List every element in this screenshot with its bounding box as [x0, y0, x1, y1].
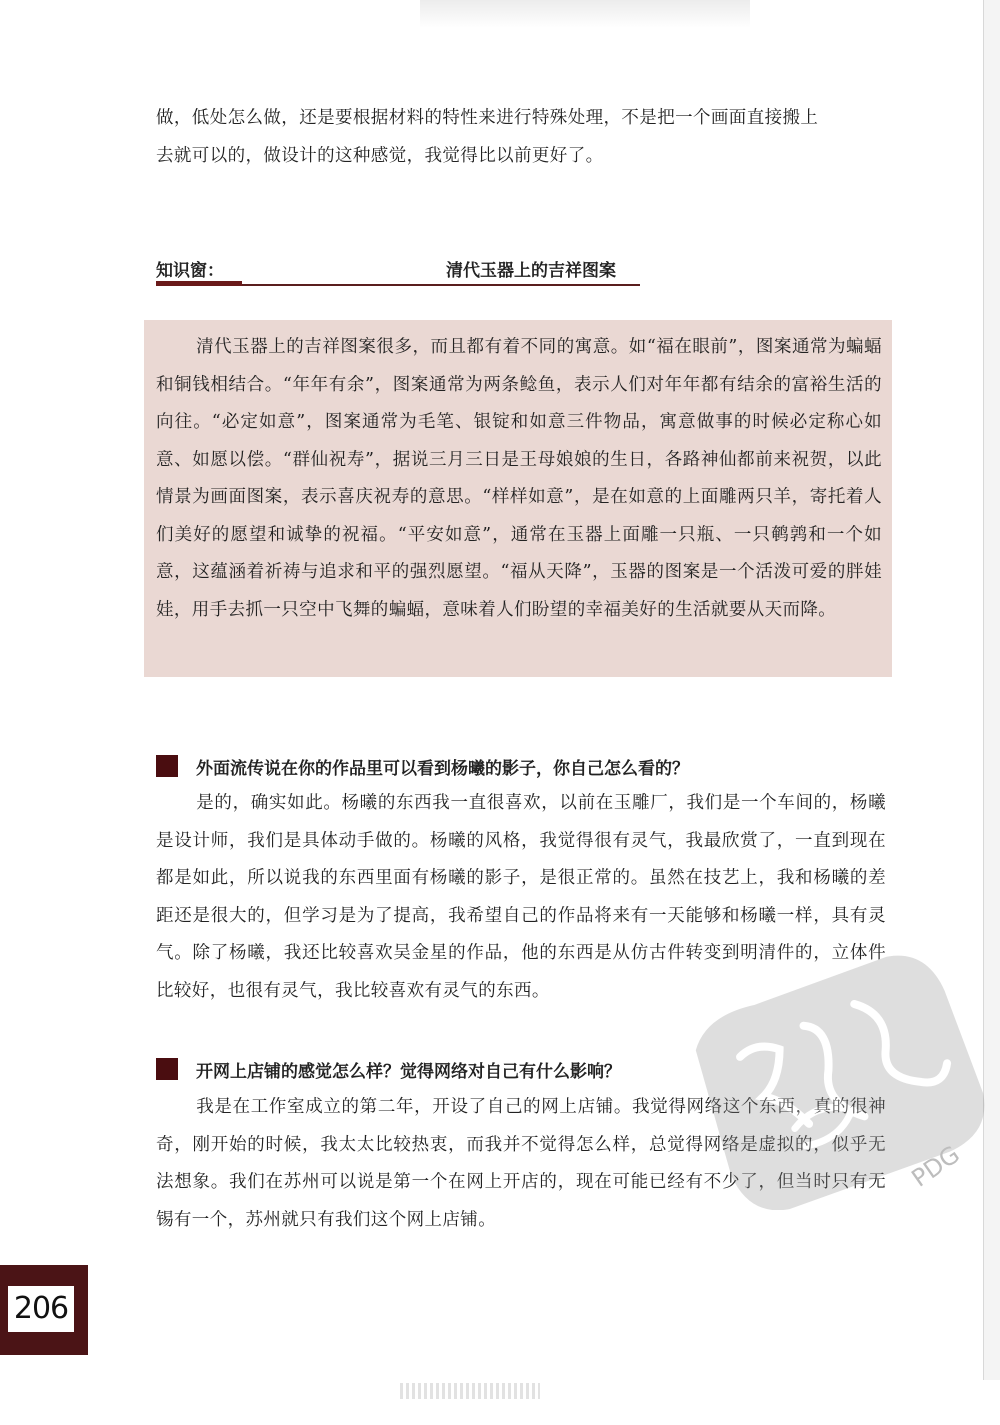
question-1: 外面流传说在你的作品里可以看到杨曦的影子，你自己怎么看的？	[196, 759, 689, 779]
scan-artifact-bottom	[400, 1383, 540, 1399]
knowledge-window-accent-bar	[156, 281, 242, 286]
question-marker-1	[156, 755, 178, 777]
scan-artifact-top	[420, 0, 750, 28]
answer-2-text: 我是在工作室成立的第二年，开设了自己的网上店铺。我觉得网络这个东西，真的很神奇，刚开始的时候，我太太比较热衷，而我并不觉得怎么样，总觉得网络是虚拟的，似乎无法想象。我们在苏州可以说是第一个在网上开店的，现在可能已经有不少了，但当时只有无锡有一个，苏州就只有我们这个网上店铺。	[156, 1097, 886, 1230]
seal-watermark	[670, 940, 990, 1210]
knowledge-window-text: 清代玉器上的吉祥图案很多，而且都有着不同的寓意。如“福在眼前”，图案通常为蝙蝠和铜钱相结合。“年年有余”，图案通常为两条鲶鱼，表示人们对年年都有结余的富裕生活的向往。“必定如意”，图案通常为毛笔、银锭和如意三件物品，寓意做事的时候必定称心如意、如愿以偿。“群仙祝寿”，据说三月三日是王母娘娘的生日，各路神仙都前来祝贺，以此情景为画面图案，表示喜庆祝寿的意思。“样样如意”，是在如意的上面雕两只羊，寄托着人们美好的愿望和诚挚的祝福。“平安如意”，通常在玉器上面雕一只瓶、一只鹌鹑和一个如意，这蕴涵着祈祷与追求和平的强烈愿望。“福从天降”，玉器的图案是一个活泼可爱的胖娃娃，用手去抓一只空中飞舞的蝙蝠，意味着人们盼望的幸福美好的生活就要从天而降。	[156, 337, 882, 620]
watermark-text: PDG	[906, 1140, 965, 1193]
intro-line-1: 做，低处怎么做，还是要根据材料的特性来进行特殊处理，不是把一个画面直接搬上	[156, 108, 819, 128]
intro-line-2: 去就可以的，做设计的这种感觉，我觉得比以前更好了。	[156, 145, 604, 166]
page-number: 206	[8, 1286, 74, 1332]
knowledge-window-box	[144, 320, 892, 677]
knowledge-window-label: 知识窗：	[156, 261, 224, 281]
answer-1-text: 是的，确实如此。杨曦的东西我一直很喜欢，以前在玉雕厂，我们是一个车间的，杨曦是设计师，我们是具体动手做的。杨曦的风格，我觉得很有灵气，我最欣赏了，一直到现在都是如此，所以说我的东西里面有杨曦的影子，是很正常的。虽然在技艺上，我和杨曦的差距还是很大的，但学习是为了提高，我希望自己的作品将来有一天能够和杨曦一样，具有灵气。除了杨曦，我还比较喜欢吴金星的作品，他的东西是从仿古件转变到明清件的，立体件比较好，也很有灵气，我比较喜欢有灵气的东西。	[156, 793, 886, 1001]
intro-paragraph	[156, 100, 886, 175]
knowledge-window-title: 清代玉器上的吉祥图案	[446, 261, 616, 281]
question-2: 开网上店铺的感觉怎么样？觉得网络对自己有什么影响？	[196, 1062, 621, 1082]
knowledge-window-body	[156, 329, 882, 629]
question-marker-2	[156, 1058, 178, 1080]
page-number-box	[0, 1265, 88, 1355]
